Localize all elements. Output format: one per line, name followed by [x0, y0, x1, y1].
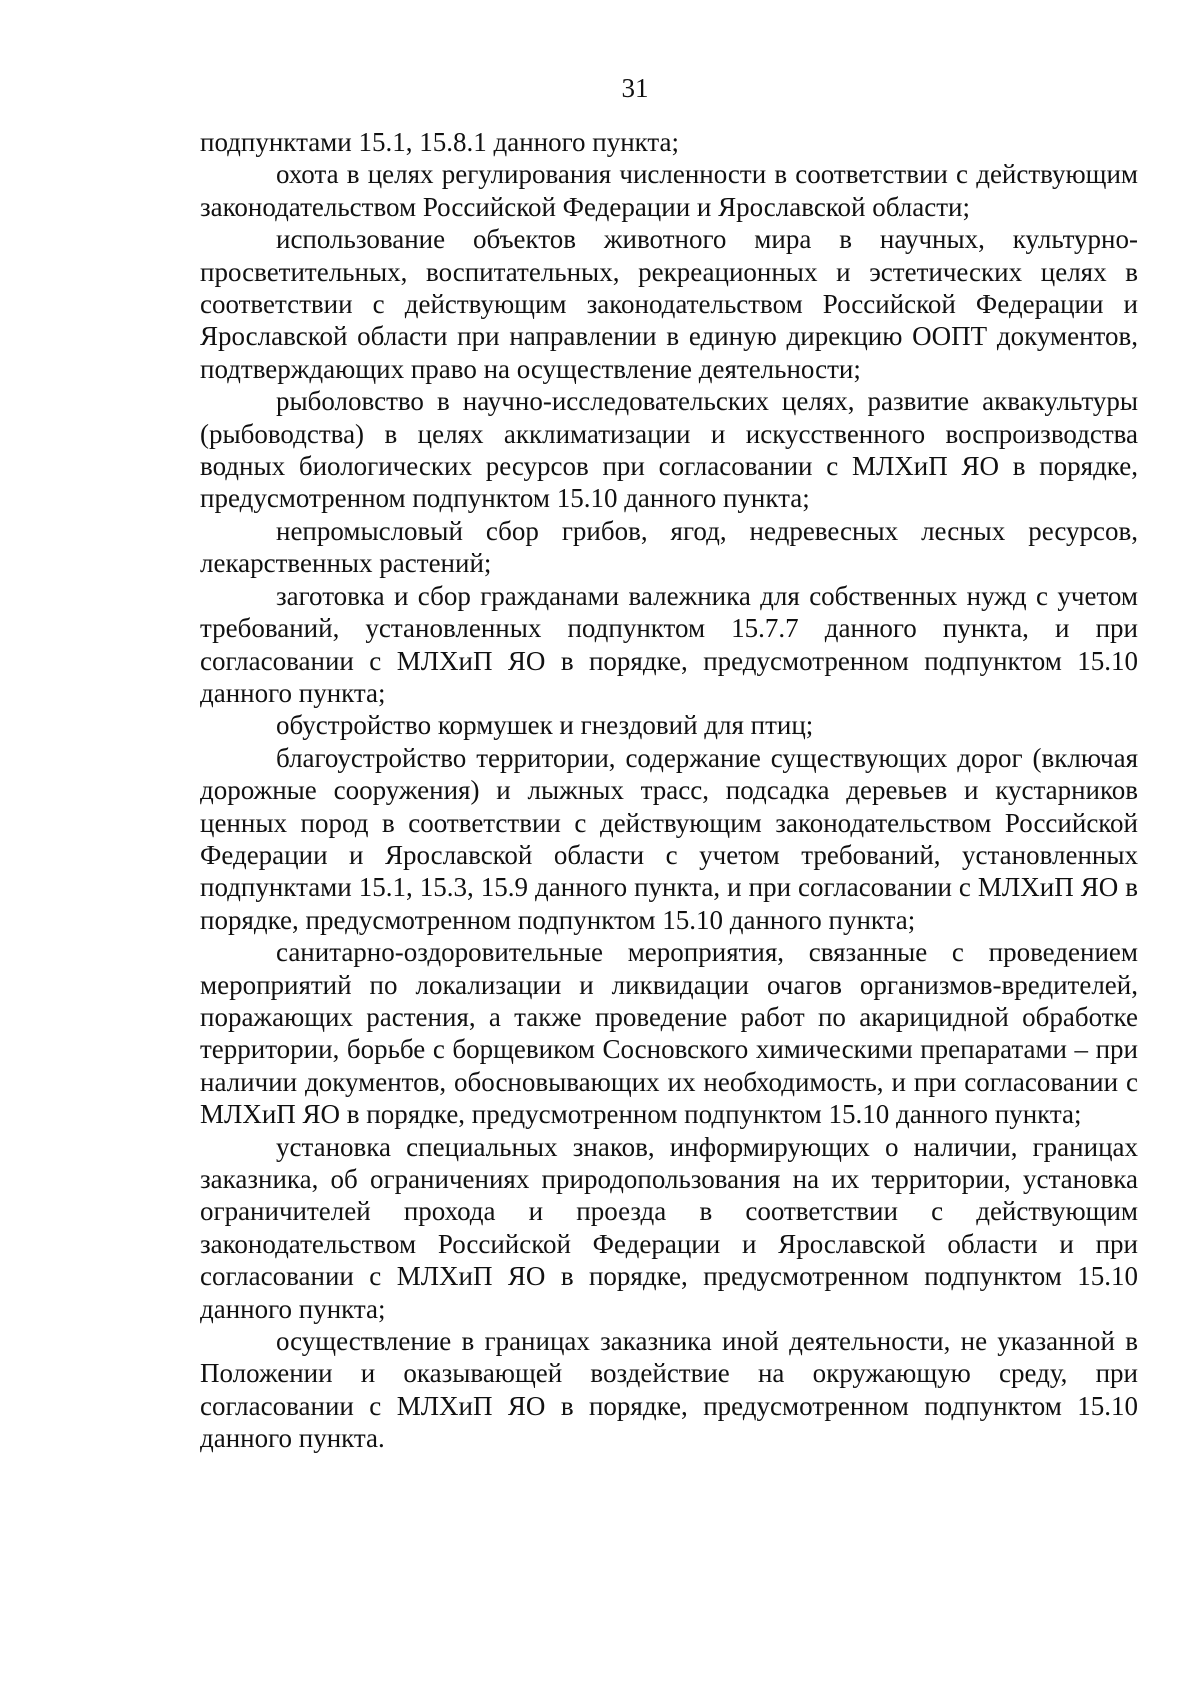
paragraph: обустройство кормушек и гнездовий для птиц;: [276, 710, 814, 741]
paragraph: установка специальных знаков, информирующих о наличии, границах заказника, об ограничениях природопользования на их территории, установка ограничителей прохода и проезда в соответствии с действующим законодательством Российской Федерации и Ярославской области и при согласовании с МЛХиП ЯО в порядке, предусмотренном подпунктом 15.10 данного пункта;: [200, 1131, 1138, 1324]
paragraph: непромысловый сбор грибов, ягод, недревесных лесных ресурсов, лекарственных растений;: [200, 515, 1138, 579]
paragraph: охота в целях регулирования численности в соответствии с действующим законодательством Российской Федерации и Ярославской области;: [200, 159, 1138, 222]
paragraph: использование объектов животного мира в научных, культурно-просветительных, воспитательных, рекреационных и эстетических целях в соответствии с действующим законодательством Российской Федерации и Ярославской области при направлении в единую дирекцию ООПТ документов, подтверждающих право на осуществление деятельности;: [200, 224, 1138, 384]
document-body: [200, 126, 1138, 1455]
paragraph: санитарно-оздоровительные мероприятия, связанные с проведением мероприятий по локализации и ликвидации очагов организмов-вредителей, поражающих растения, а также проведение работ по акарицидной обработке территории, борьбе с борщевиком Сосновского химическими препаратами – при наличии документов, обосновывающих их необходимость, и при согласовании с МЛХиП ЯО в порядке, предусмотренном подпунктом 15.10 данного пункта;: [200, 937, 1138, 1130]
page-number: 31: [621, 73, 649, 103]
paragraph: рыболовство в научно-исследовательских целях, развитие аквакультуры (рыбоводства) в целях акклиматизации и искусственного воспроизводства водных биологических ресурсов при согласовании с МЛХиП ЯО в порядке, предусмотренном подпунктом 15.10 данного пункта;: [200, 386, 1138, 514]
paragraph: благоустройство территории, содержание существующих дорог (включая дорожные сооружения) и лыжных трасс, подсадка деревьев и кустарников ценных пород в соответствии с действующим законодательством Российской Федерации и Ярославской области с учетом требований, установленных подпунктами 15.1, 15.3, 15.9 данного пункта, и при согласовании с МЛХиП ЯО в порядке, предусмотренном подпунктом 15.10 данного пункта;: [200, 742, 1138, 935]
paragraph: подпунктами 15.1, 15.8.1 данного пункта;: [200, 127, 680, 157]
paragraph: осуществление в границах заказника иной деятельности, не указанной в Положении и оказывающей воздействие на окружающую среду, при согласовании с МЛХиП ЯО в порядке, предусмотренном подпунктом 15.10 данного пункта.: [200, 1326, 1138, 1454]
paragraph: заготовка и сбор гражданами валежника для собственных нужд с учетом требований, установленных подпунктом 15.7.7 данного пункта, и при согласовании с МЛХиП ЯО в порядке, предусмотренном подпунктом 15.10 данного пункта;: [200, 580, 1138, 708]
